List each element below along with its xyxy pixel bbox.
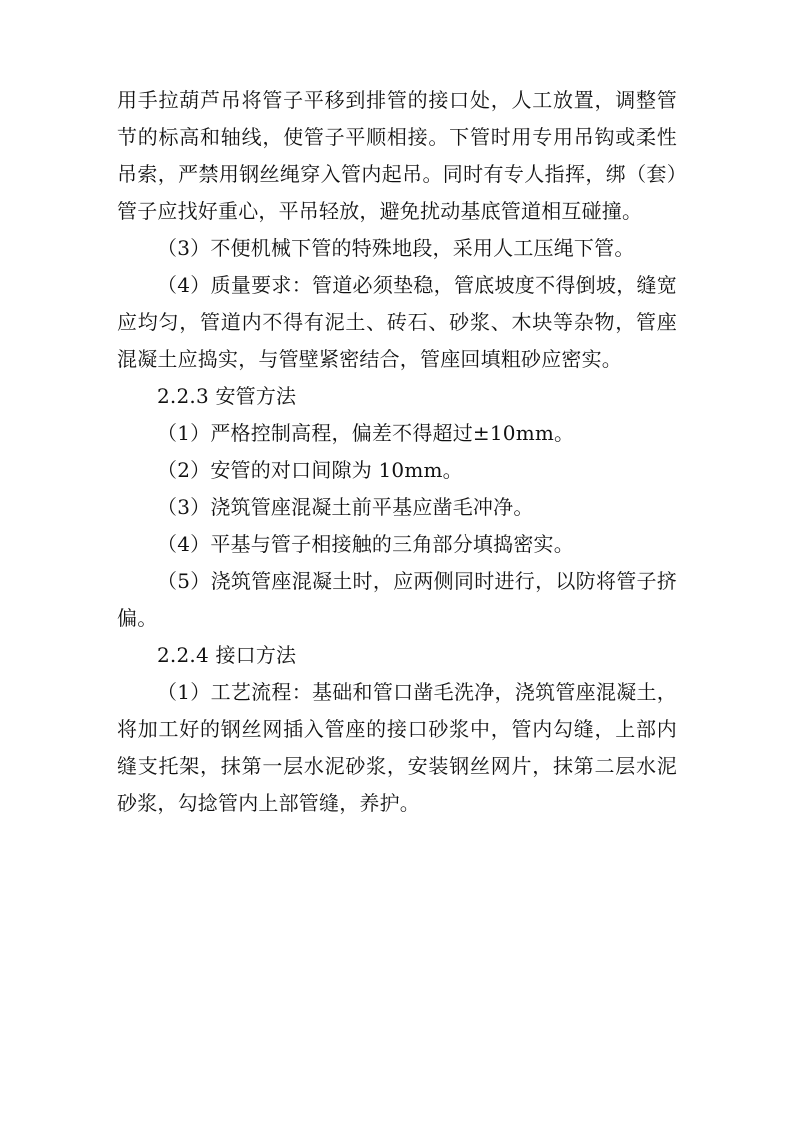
list-item-fill-triangle: （4）平基与管子相接触的三角部分填捣密实。 [157,532,574,556]
paragraph-pipe-lowering: 用手拉葫芦吊将管子平移到排管的接口处，人工放置，调整管节的标高和轴线，使管子平顺相接。下管时用专用吊钩或柔性吊索，严禁用钢丝绳穿入管内起吊。同时有专人指挥，绑（套）管子应找好重心，平吊轻放，避免扰动基底管道相互碰撞。 [117,88,677,223]
list-item-joint-gap: （2）安管的对口间隙为 10mm。 [157,458,463,482]
paragraph-manual-rope-lowering: （3）不便机械下管的特殊地段，采用人工压绳下管。 [157,236,635,260]
paragraph-quality-requirements: （4）质量要求：管道必须垫稳，管底坡度不得倒坡，缝宽应均匀，管道内不得有泥土、砖石、砂浆、木块等杂物，管座混凝土应捣实，与管壁紧密结合，管座回填粗砂应密实。 [117,273,677,371]
list-item-pour-both-sides: （5）浇筑管座混凝土时，应两侧同时进行，以防将管子挤偏。 [117,569,677,630]
document-body [117,82,677,822]
list-item-elevation-control: （1）严格控制高程，偏差不得超过±10mm。 [157,421,575,445]
list-item-process-flow: （1）工艺流程：基础和管口凿毛洗净，浇筑管座混凝土，将加工好的钢丝网插入管座的接口砂浆中，管内勾缝，上部内缝支托架，抹第一层水泥砂浆，安装钢丝网片，抹第二层水泥砂浆，勾捻管内上部管缝，养护。 [117,680,677,815]
section-heading-joint-method: 2.2.4 接口方法 [157,643,297,667]
section-heading-pipe-installation: 2.2.3 安管方法 [157,384,297,408]
list-item-roughen-base: （3）浇筑管座混凝土前平基应凿毛冲净。 [157,495,534,519]
